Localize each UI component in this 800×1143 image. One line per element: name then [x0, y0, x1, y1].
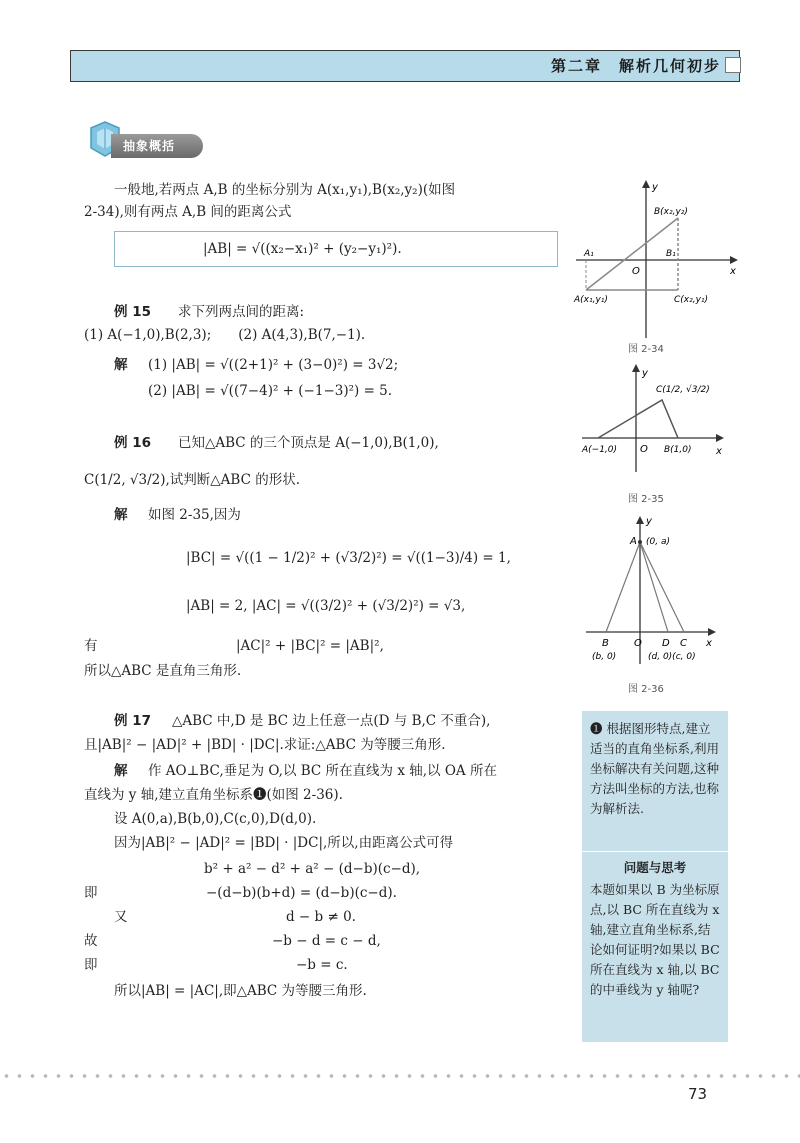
- ex16-label: 例 16: [114, 435, 151, 451]
- think-box: [582, 852, 728, 1042]
- figure-2-34: [570, 178, 740, 353]
- footer-dot-rule: [0, 1073, 800, 1079]
- ex16-conclusion: 所以△ABC 是直角三角形.: [84, 663, 242, 679]
- distance-formula-box: [114, 231, 558, 267]
- ex17-eq-5: −b = c.: [296, 957, 348, 973]
- fig36-y-axis: y: [646, 516, 652, 527]
- fig35-origin: O: [640, 444, 648, 455]
- distance-formula: |AB| = √((x₂−x₁)² + (y₂−y₁)²).: [203, 241, 402, 257]
- fig35-point-b: B(1,0): [664, 445, 692, 455]
- ex16-sol-intro: 如图 2-35,因为: [148, 507, 241, 523]
- fig35-point-c: C(1/2, √3/2): [656, 385, 710, 395]
- ex15-label: 例 15: [114, 304, 151, 320]
- ex17-solve-label: 解: [114, 763, 128, 779]
- ex17-ji-label-1: 即: [84, 885, 98, 901]
- ex17-label: 例 17: [114, 713, 151, 729]
- ex17-you-label: 又: [114, 909, 128, 925]
- fig36-coord-dc: (d, 0)(c, 0): [648, 652, 696, 662]
- fig34-origin: O: [632, 266, 640, 277]
- ex16-question-1: 已知△ABC 的三个顶点是 A(−1,0),B(1,0),: [178, 435, 439, 451]
- fig36-label-b: B: [602, 638, 609, 649]
- fig34-caption: 图 2-34: [628, 344, 664, 355]
- ex17-gu-label: 故: [84, 933, 98, 949]
- fig34-point-b: B(x₂,y₂): [654, 207, 688, 217]
- fig35-y-axis: y: [642, 368, 648, 379]
- ex17-eq-1: b² + a² − d² + a² − (d−b)(c−d),: [204, 861, 421, 877]
- note-text: 根据图形特点,建立适当的直角坐标系,利用坐标解决有关问题,这种方法叫坐标的方法,也称为解析法.: [590, 721, 719, 816]
- fig36-point-a: A: [630, 536, 637, 547]
- ex17-sol-3: 设 A(0,a),B(b,0),C(c,0),D(d,0).: [114, 811, 317, 827]
- fig35-x-axis: x: [716, 446, 722, 457]
- ex15-solution-1: (1) |AB| = √((2+1)² + (3−0)²) = 3√2;: [148, 357, 399, 373]
- note-marker: ❶: [590, 721, 603, 736]
- ex16-you-label: 有: [84, 638, 98, 654]
- fig36-caption: 图 2-36: [628, 684, 664, 695]
- fig35-caption: 图 2-35: [628, 494, 664, 505]
- ex15-parts: (1) A(−1,0),B(2,3); (2) A(4,3),B(7,−1).: [84, 327, 366, 343]
- page-number: 73: [688, 1085, 708, 1103]
- ex16-eq-sum: |AC|² + |BC|² = |AB|²,: [236, 638, 384, 654]
- ex17-eq-4: −b − d = c − d,: [272, 933, 381, 949]
- fig36-coord-b: (b, 0): [592, 652, 617, 662]
- ex17-question-1: △ABC 中,D 是 BC 边上任意一点(D 与 B,C 不重合),: [172, 713, 491, 729]
- ex16-solve-label: 解: [114, 507, 128, 523]
- ex16-eq-bc: |BC| = √((1 − 1/2)² + (√3/2)²) = √((1−3)/4) = 1,: [186, 550, 511, 566]
- intro-line-2: 2-34),则有两点 A,B 间的距离公式: [84, 204, 292, 220]
- ex17-sol-2: 直线为 y 轴,建立直角坐标系❶(如图 2-36).: [84, 787, 343, 803]
- ex15-question: 求下列两点间的距离:: [178, 304, 305, 320]
- fig36-x-axis: x: [706, 638, 712, 649]
- fig34-y-axis: y: [652, 182, 658, 193]
- margin-note: [582, 711, 728, 851]
- fig34-point-b1: B₁: [666, 249, 676, 259]
- fig36-label-d: D: [662, 638, 670, 649]
- ex16-eq-ab-ac: |AB| = 2, |AC| = √((3/2)² + (√3/2)²) = √3,: [186, 598, 466, 614]
- ex17-question-2: 且|AB|² − |AD|² + |BD| · |DC|.求证:△ABC 为等腰三角形.: [84, 737, 446, 753]
- ex15-solution-2: (2) |AB| = √((7−4)² + (−1−3)²) = 5.: [148, 383, 393, 399]
- ex17-sol-4: 因为|AB|² − |AD|² = |BD| · |DC|,所以,由距离公式可得: [114, 835, 454, 851]
- fig36-origin: O: [634, 638, 642, 649]
- chapter-title: 第二章 解析几何初步: [550, 57, 721, 75]
- figure-2-36: [582, 514, 722, 666]
- think-text: 本题如果以 B 为坐标原点,以 BC 所在直线为 x 轴,建立直角坐标系,结论如何证明?如果以 BC 所在直线为 x 轴,以 BC 的中垂线为 y 轴呢?: [590, 882, 720, 997]
- ex16-question-2: C(1/2, √3/2),试判断△ABC 的形状.: [84, 472, 301, 488]
- ex17-eq-2: −(d−b)(b+d) = (d−b)(c−d).: [206, 885, 397, 901]
- ex17-conclusion: 所以|AB| = |AC|,即△ABC 为等腰三角形.: [114, 983, 367, 999]
- chapter-header: [70, 50, 740, 82]
- section-tag: [85, 118, 205, 162]
- fig34-x-axis: x: [730, 266, 736, 277]
- fig34-point-c: C(x₂,y₁): [674, 295, 709, 305]
- fig36-point-a-coord: (0, a): [646, 537, 670, 547]
- ex17-sol-1: 作 AO⊥BC,垂足为 O,以 BC 所在直线为 x 轴,以 OA 所在: [148, 763, 497, 779]
- fig35-point-a: A(−1,0): [582, 445, 618, 455]
- section-label: 抽象概括: [123, 139, 176, 153]
- ex15-solve-label: 解: [114, 357, 128, 373]
- fig36-label-c: C: [680, 638, 687, 649]
- ex17-ji-label-2: 即: [84, 957, 98, 973]
- fig34-point-a: A(x₁,y₁): [574, 295, 608, 305]
- intro-line-1: 一般地,若两点 A,B 的坐标分别为 A(x₁,y₁),B(x₂,y₂)(如图: [114, 182, 456, 198]
- figure-2-35: [578, 364, 728, 476]
- header-corner-square: [725, 57, 741, 73]
- think-title: 问题与思考: [623, 860, 687, 875]
- fig34-point-a1: A₁: [584, 249, 594, 259]
- ex17-eq-3: d − b ≠ 0.: [286, 909, 356, 925]
